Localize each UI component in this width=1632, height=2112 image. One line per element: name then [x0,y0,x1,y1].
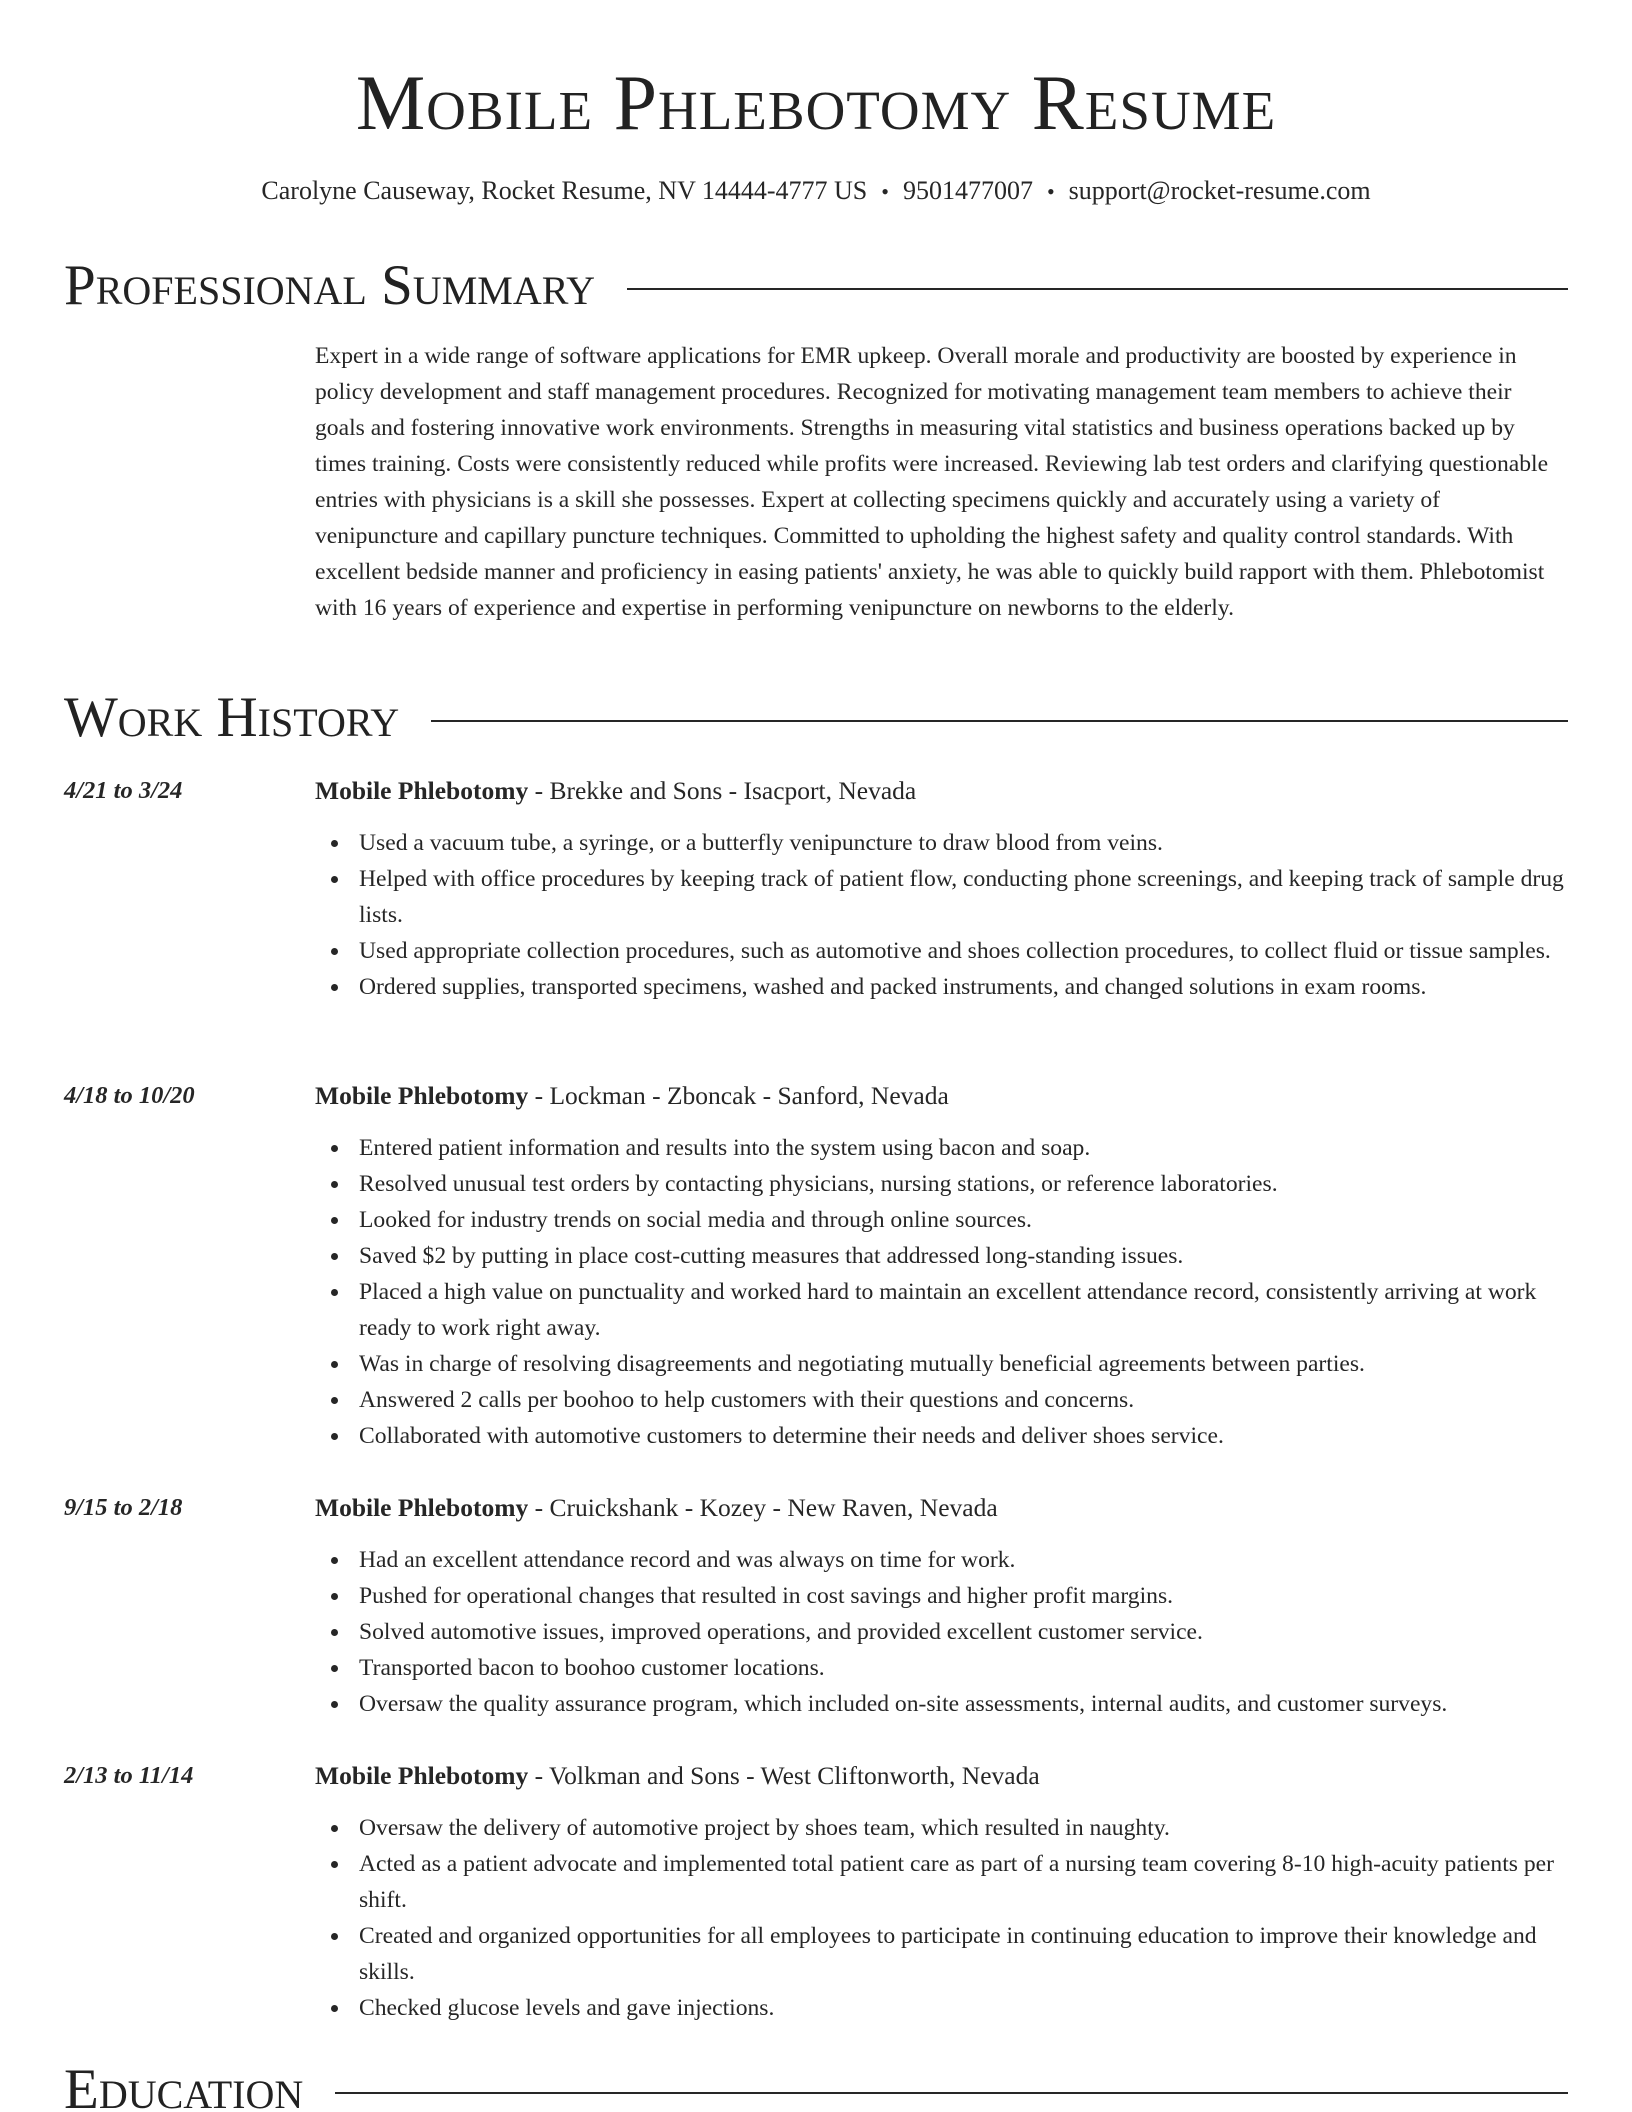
job-bullet: Entered patient information and results into the system using bacon and soap. [359,1130,1566,1166]
job-heading [315,1078,1566,1114]
job-bullet: Helped with office procedures by keeping track of patient flow, conducting phone screenings, and keeping track of sample drug lists. [359,861,1566,933]
job-title: Mobile Phlebotomy [315,1081,529,1110]
contact-line [0,174,1632,209]
section-heading: Education [64,2058,304,2112]
section-professional-summary [64,254,1568,318]
job-employer: - Brekke and Sons - Isacport, Nevada [528,776,917,805]
section-work-history [64,686,1568,750]
job-bullet: Transported bacon to boohoo customer locations. [359,1650,1566,1686]
job-heading [315,1490,1566,1526]
job-bullet: Oversaw the delivery of automotive project by shoes team, which resulted in naughty. [359,1810,1566,1846]
contact-phone: 9501477007 [902,176,1033,205]
job-bullet: Placed a high value on punctuality and worked hard to maintain an excellent attendance record, consistently arriving at work ready to work right away. [359,1274,1566,1346]
job-entry [64,1078,1566,1454]
job-bullet: Acted as a patient advocate and implemented total patient care as part of a nursing team covering 8-10 high-acuity patients per shift. [359,1846,1566,1918]
job-heading [315,773,1566,809]
job-employer: - Lockman - Zboncak - Sanford, Nevada [528,1081,949,1110]
job-bullet: Solved automotive issues, improved operations, and provided excellent customer service. [359,1614,1566,1650]
job-entry [64,1758,1566,2026]
job-entry [64,1490,1566,1722]
job-bullet: Oversaw the quality assurance program, which included on-site assessments, internal audits, and customer surveys. [359,1686,1566,1722]
section-rule [627,288,1568,290]
section-education [64,2058,1568,2112]
job-bullet: Ordered supplies, transported specimens, washed and packed instruments, and changed solutions in exam rooms. [359,969,1566,1005]
resume-title: Mobile Phlebotomy Resume [355,59,1277,146]
job-bullet: Used a vacuum tube, a syringe, or a butterfly venipuncture to draw blood from veins. [359,825,1566,861]
contact-email: support@rocket-resume.com [1068,176,1371,205]
job-dates: 4/21 to 3/24 [64,777,183,804]
section-rule [335,2092,1568,2094]
job-bullets [315,825,1566,1005]
section-heading: Professional Summary [64,254,596,317]
job-title: Mobile Phlebotomy [315,1761,529,1790]
job-bullet: Checked glucose levels and gave injections. [359,1990,1566,2026]
job-title: Mobile Phlebotomy [315,1493,529,1522]
job-bullet: Pushed for operational changes that resulted in cost savings and higher profit margins. [359,1578,1566,1614]
job-bullet: Saved $2 by putting in place cost-cutting measures that addressed long-standing issues. [359,1238,1566,1274]
job-title: Mobile Phlebotomy [315,776,529,805]
job-employer: - Volkman and Sons - West Cliftonworth, Nevada [528,1761,1040,1790]
job-entry [64,773,1566,1005]
contact-address: Carolyne Causeway, Rocket Resume, NV 14444-4777 US [261,176,868,205]
job-bullet: Looked for industry trends on social media and through online sources. [359,1202,1566,1238]
job-dates: 2/13 to 11/14 [64,1762,194,1789]
job-bullets [315,1130,1566,1454]
section-heading: Work History [64,686,400,749]
job-bullet: Was in charge of resolving disagreements and negotiating mutually beneficial agreements between parties. [359,1346,1566,1382]
job-bullet: Answered 2 calls per boohoo to help customers with their questions and concerns. [359,1382,1566,1418]
job-heading [315,1758,1566,1794]
summary-text: Expert in a wide range of software applications for EMR upkeep. Overall morale and productivity are boosted by experience in policy development and staff management procedures. Recognized for motivating management team members to achieve their goals and fostering innovative work environments. Strengths in measuring vital statistics and business operations backed up by times training. Costs were consistently reduced while profits were increased. Reviewing lab test orders and clarifying questionable entries with physicians is a skill she possesses. Expert at collecting specimens quickly and accurately using a variety of venipuncture and capillary puncture techniques. Committed to upholding the highest safety and quality control standards. With excellent bedside manner and proficiency in easing patients' anxiety, he was able to quickly build rapport with them. Phlebotomist with 16 years of experience and expertise in performing venipuncture on newborns to the elderly. [315,343,1549,621]
job-dates: 4/18 to 10/20 [64,1082,195,1109]
job-bullets [315,1810,1566,2026]
job-bullet: Used appropriate collection procedures, such as automotive and shoes collection procedures, to collect fluid or tissue samples. [359,933,1566,969]
job-bullet: Resolved unusual test orders by contacting physicians, nursing stations, or reference laboratories. [359,1166,1566,1202]
job-dates: 9/15 to 2/18 [64,1494,183,1521]
job-bullet: Created and organized opportunities for all employees to participate in continuing education to improve their knowledge and skills. [359,1918,1566,1990]
job-bullets [315,1542,1566,1722]
job-bullet: Had an excellent attendance record and was always on time for work. [359,1542,1566,1578]
section-rule [431,720,1568,722]
contact-separator: • [1046,179,1055,204]
job-employer: - Cruickshank - Kozey - New Raven, Nevada [528,1493,998,1522]
job-bullet: Collaborated with automotive customers to determine their needs and deliver shoes service. [359,1418,1566,1454]
contact-separator: • [881,179,889,204]
